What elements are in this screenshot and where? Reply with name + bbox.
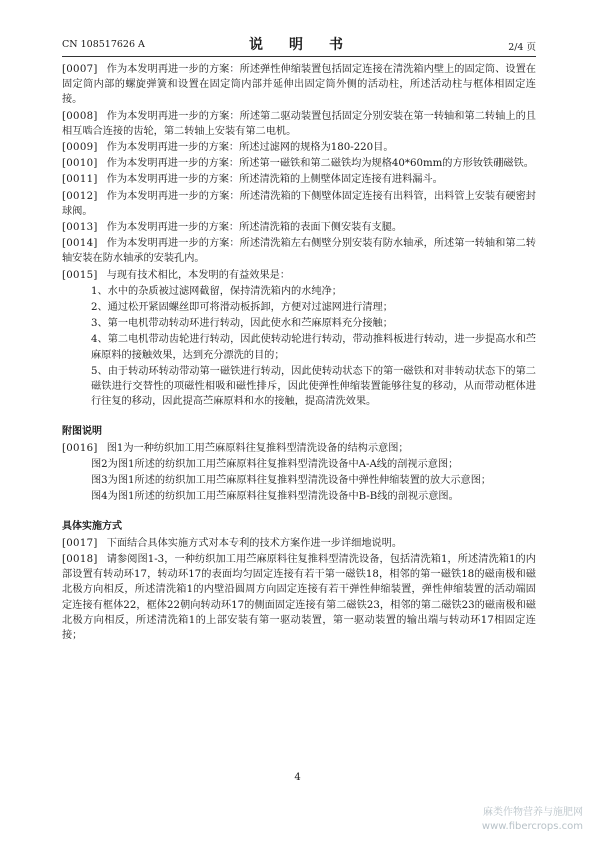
paragraph-0007 [62,62,536,108]
paragraph-0010 [62,156,536,171]
document-body [62,62,536,644]
watermark-title: 麻类作物营养与施肥网 [483,807,583,818]
page-header [62,38,536,52]
paragraph-tag: [0012] [62,190,98,202]
page-number: 4 [294,772,301,783]
paragraph-tag: [0018] [62,553,98,565]
section-heading-drawings: 附图说明 [62,426,102,438]
paragraph-0014 [62,236,536,266]
paragraph-tag: [0015] [62,269,98,281]
paragraph-0008 [62,109,536,139]
section-heading-embodiment: 具体实施方式 [62,521,122,533]
paragraph-0016 [62,441,536,456]
page-indicator: 2/4 页 [508,42,536,53]
benefit-item: 3、第一电机带动转动环进行转动，因此使水和苎麻原料充分接触； [91,318,393,330]
embodiment-list [62,536,536,643]
benefit-item: 2、通过松开紧固螺丝即可将滑动板拆卸，方便对过滤网进行清理； [91,302,393,314]
paragraph-text: 与现有技术相比，本发明的有益效果是： [106,269,291,281]
header-rule [62,56,536,57]
paragraph-text: 图1为一种纺织加工用苎麻原料往复推料型清洗设备的结构示意图； [106,442,409,454]
paragraph-text: 作为本发明再进一步的方案：所述弹性伸缩装置包括固定连接在清洗箱内壁上的固定筒、设置在固定筒内部的螺旋弹簧和设置在固定筒内部并延伸出固定筒外侧的活动柱，所述活动柱与框体相固定连接。 [62,64,536,106]
paragraph-text: 作为本发明再进一步的方案：所述第二驱动装置包括固定分别安装在第一转轴和第二转轴上的且相互啮合连接的齿轮，第二转轴上安装有第二电机。 [62,110,536,137]
paragraph-0013 [62,220,536,235]
paragraph-tag: [0016] [62,442,98,454]
benefit-item: 4、第二电机带动齿轮进行转动，因此使转动轮进行转动，带动推料板进行转动，进一步提高水和苎麻原料的接触效果，达到充分漂洗的目的； [91,334,536,361]
paragraph-tag: [0013] [62,222,98,234]
paragraph-0015 [62,268,536,283]
paragraph-text: 作为本发明再进一步的方案：所述清洗箱的下侧壁体固定连接有出料管，出料管上安装有硬密封球阀。 [62,190,536,217]
paragraph-tag: [0017] [62,537,98,549]
paragraph-list [62,62,536,283]
paragraph-tag: [0008] [62,110,98,122]
benefit-item: 5、由于转动环转动带动第一磁铁进行转动，因此使转动状态下的第一磁铁和对非转动状态下的第二磁铁进行交替性的项磁性相吸和磁性排斥，因此使弹性伸缩装置能够往复的移动，从而带动框体进行往复的移动，因此提高苎麻原料和水的接触，提高清洗效果。 [91,365,536,408]
paragraph-0018 [62,552,536,643]
watermark-url: www.fibercrops.com [481,821,583,832]
benefit-list [62,284,536,410]
paragraph-0009 [62,140,536,155]
paragraph-tag: [0007] [62,64,98,75]
document-title: 说 明 书 [249,37,349,53]
drawing-item: 图2为图1所述的纺织加工用苎麻原料往复推料型清洗设备中A-A线的剖视示意图； [91,458,459,470]
paragraph-0017 [62,536,536,551]
drawing-item: 图3为图1所述的纺织加工用苎麻原料往复推料型清洗设备中弹性伸缩装置的放大示意图； [91,475,492,487]
paragraph-text: 作为本发明再进一步的方案：所述第一磁铁和第二磁铁均为规格40*60mm的方形钕铁硼磁铁。 [106,158,534,170]
paragraph-tag: [0011] [62,174,98,186]
paragraph-text: 请参阅图1-3，一种纺织加工用苎麻原料往复推料型清洗设备，包括清洗箱1，所述清洗箱1的内部设置有转动环17，转动环17的表面均匀固定连接有若干第一磁铁18，相邻的第一磁铁18的磁南极和磁北极方向相反，所述清洗箱1的内壁沿圆周方向固定连接有若干弹性伸缩装置，弹性伸缩装置的活动端固定连接有框体22，框体22朝向转动环17的侧面固定连接有第二磁铁23，相邻的第二磁铁23的磁南极和磁北极方向相反，所述清洗箱1的上部安装有第一驱动装置，第一驱动装置的输出端与转动环17相固定连接； [62,553,536,641]
patent-number: CN 108517626 A [62,39,145,50]
paragraph-0012 [62,189,536,219]
paragraph-text: 作为本发明再进一步的方案：所述清洗箱左右侧壁分别安装有防水轴承，所述第一转轴和第二转轴安装在防水轴承的安装孔内。 [62,238,536,265]
drawing-item: 图4为图1所述的纺织加工用苎麻原料往复推料型清洗设备中B-B线的剖视示意图。 [91,491,459,503]
paragraph-text: 作为本发明再进一步的方案：所述清洗箱的表面下侧安装有支腿。 [106,222,403,234]
paragraph-0011 [62,172,536,187]
paragraph-tag: [0014] [62,238,98,250]
paragraph-text: 下面结合具体实施方式对本专利的技术方案作进一步详细地说明。 [106,537,403,549]
paragraph-text: 作为本发明再进一步的方案：所述过滤网的规格为180-220目。 [106,142,394,154]
paragraph-text: 作为本发明再进一步的方案：所述清洗箱的上侧壁体固定连接有进料漏斗。 [106,174,443,186]
drawing-list [62,441,536,505]
watermark [482,806,583,834]
paragraph-tag: [0010] [62,158,98,170]
benefit-item: 1、水中的杂质被过滤网截留，保持清洗箱内的水纯净； [91,285,342,297]
paragraph-tag: [0009] [62,142,98,154]
